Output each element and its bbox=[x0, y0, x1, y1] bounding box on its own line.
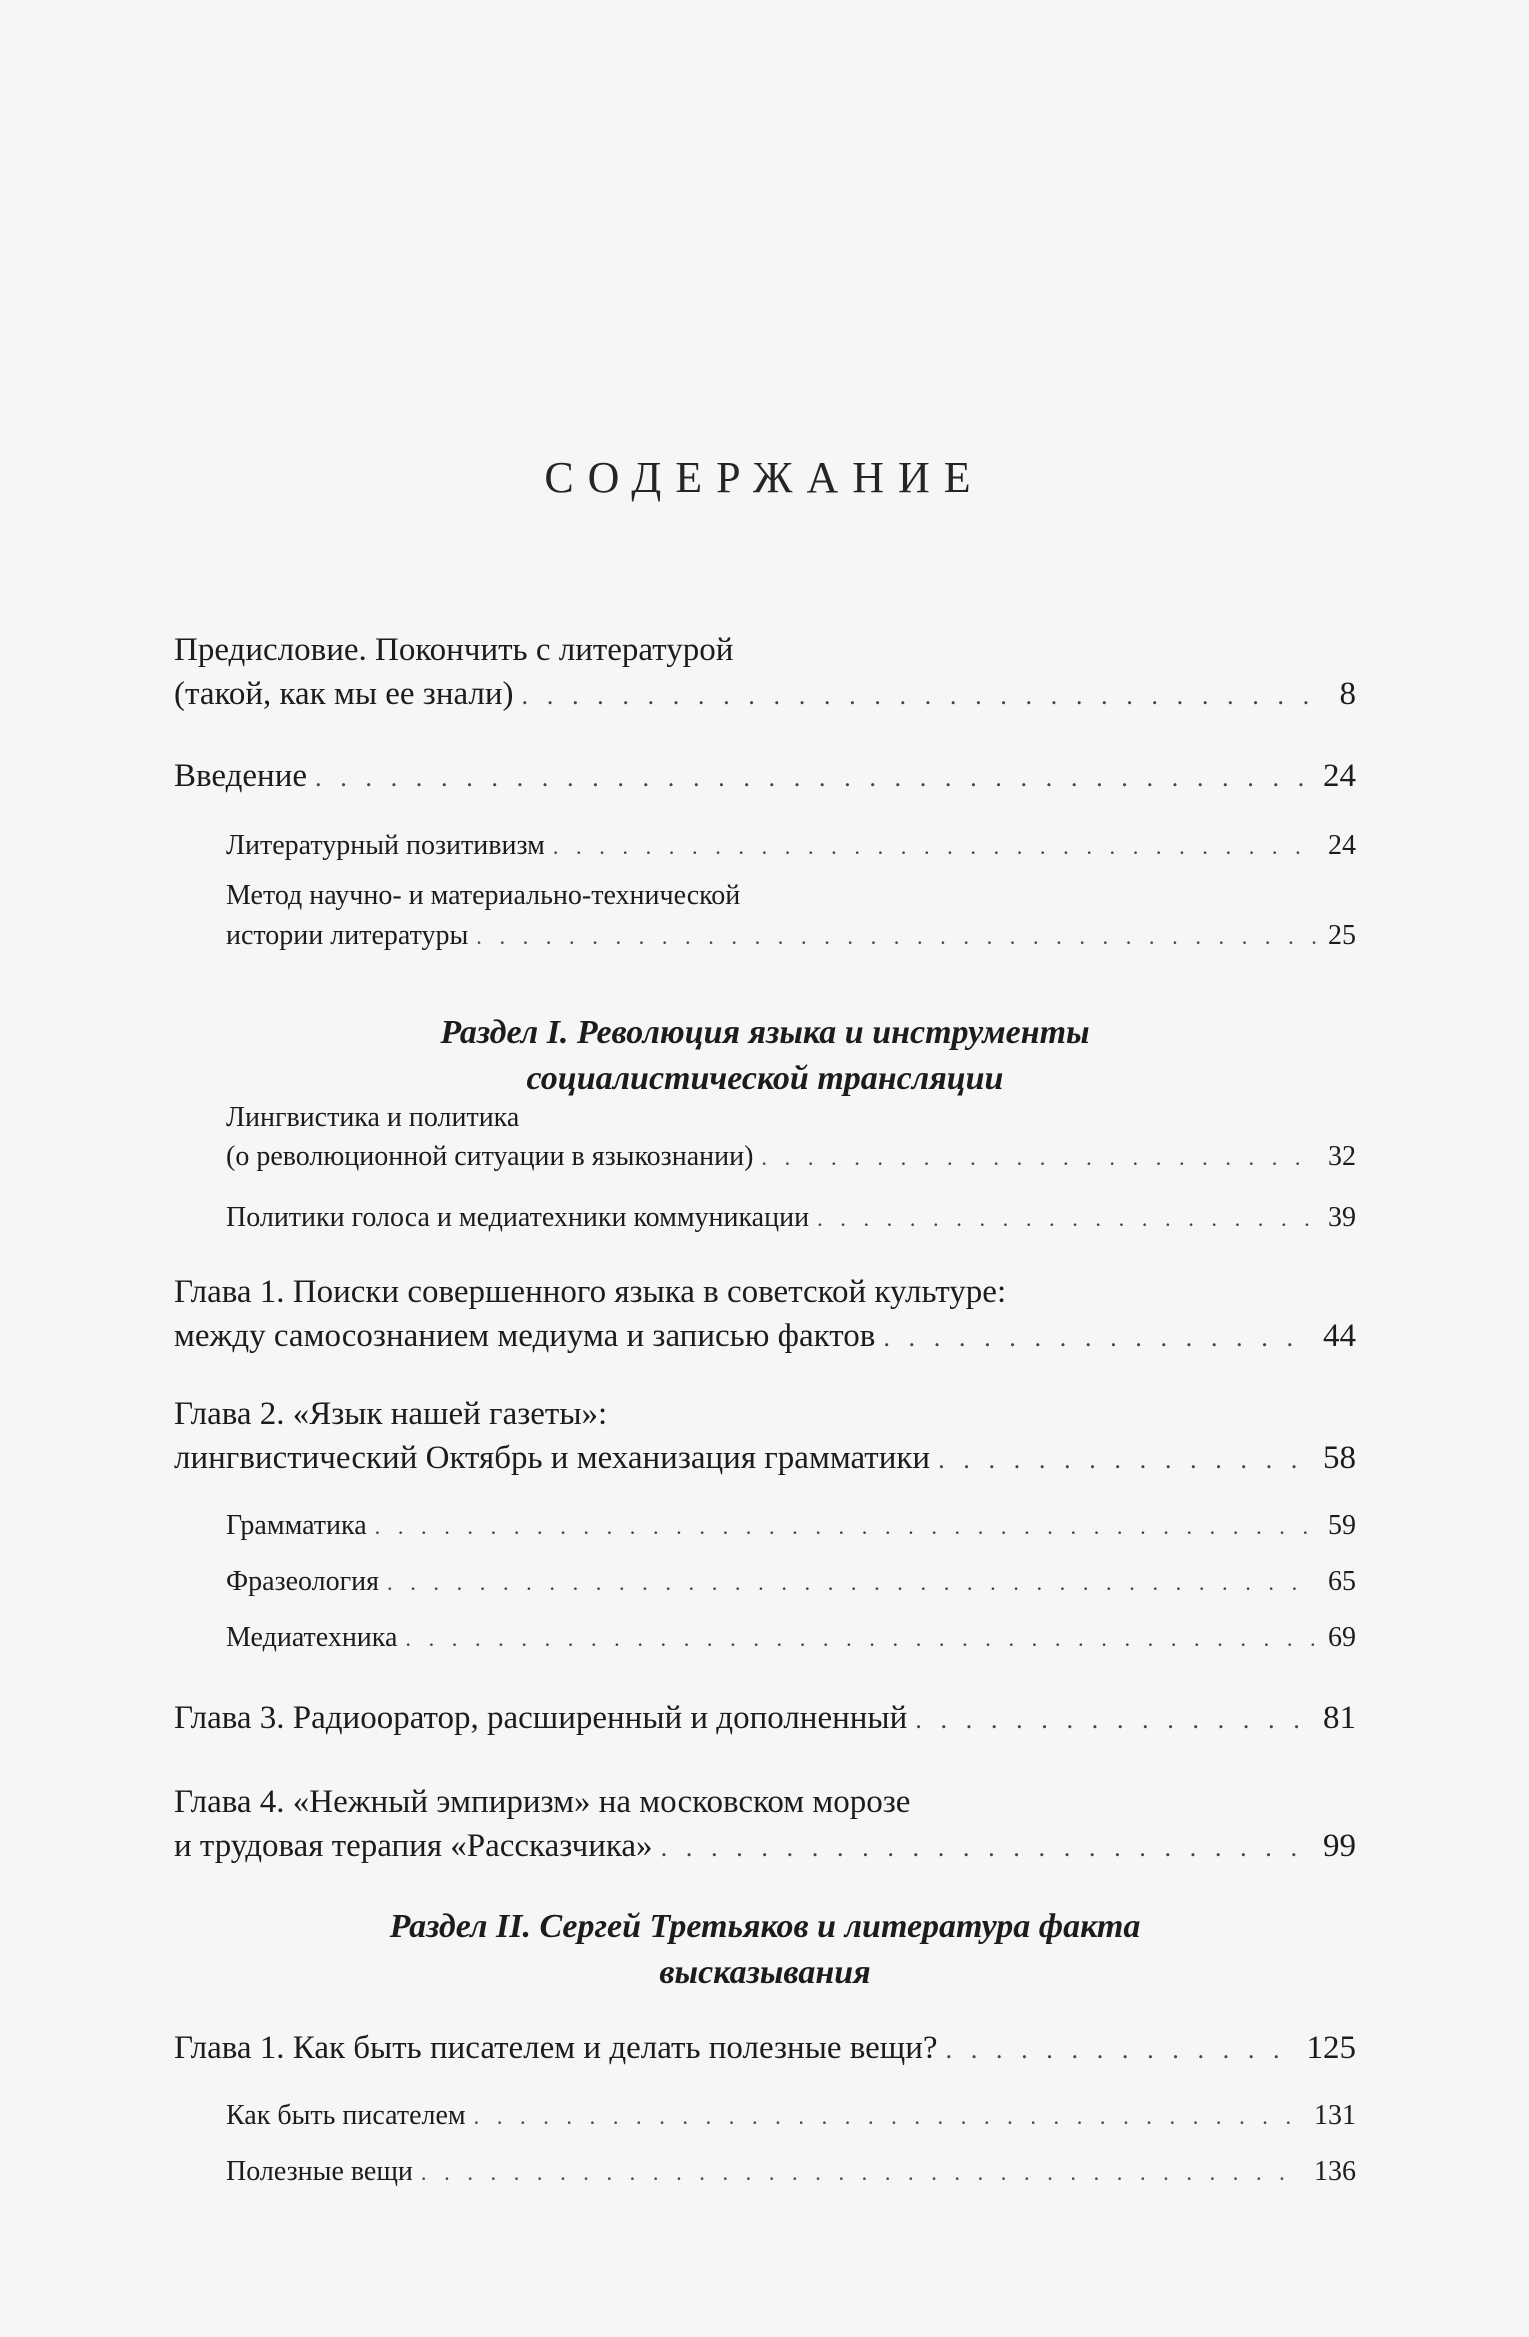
page-number: 32 bbox=[1328, 1141, 1356, 1172]
toc-subentry-useful-things[interactable] bbox=[226, 2152, 1356, 2193]
entry-text: Глава 1. Как быть писателем и делать полезные вещи? bbox=[174, 2030, 938, 2066]
dot-leader bbox=[761, 1137, 1316, 1179]
section-heading-part-2: Раздел II. Сергей Третьяков и литература факта высказывания bbox=[389, 1908, 1141, 1991]
dot-leader bbox=[553, 827, 1316, 867]
toc-entry-introduction[interactable] bbox=[174, 754, 1356, 799]
page-number: 99 bbox=[1323, 1828, 1356, 1864]
entry-text: Медиатехника bbox=[226, 1622, 398, 1653]
entry-text: Фразеология bbox=[226, 1566, 379, 1597]
page-number: 44 bbox=[1323, 1318, 1356, 1354]
dot-leader bbox=[661, 1825, 1313, 1869]
toc-subentry-voice-politics[interactable] bbox=[226, 1198, 1356, 1239]
page-number: 81 bbox=[1323, 1700, 1356, 1736]
dot-leader bbox=[375, 1507, 1316, 1547]
entry-text: Политики голоса и медиатехники коммуникации bbox=[226, 1202, 810, 1233]
entry-text: Глава 3. Радиооратор, расширенный и дополненный bbox=[174, 1700, 908, 1736]
page-number: 8 bbox=[1339, 676, 1356, 712]
entry-text: Грамматика bbox=[226, 1510, 367, 1541]
page-number: 24 bbox=[1328, 830, 1356, 861]
page-number: 136 bbox=[1314, 2156, 1356, 2187]
dot-leader bbox=[476, 917, 1316, 957]
page-number: 25 bbox=[1328, 920, 1356, 951]
toc-subentry-mediatechnics[interactable] bbox=[226, 1618, 1356, 1659]
toc-subentry-grammar[interactable] bbox=[226, 1506, 1356, 1547]
toc-entry-chapter-1[interactable] bbox=[174, 1270, 1356, 1359]
toc-entry-chapter-2[interactable] bbox=[174, 1392, 1356, 1481]
entry-text: Глава 2. «Язык нашей газеты»: bbox=[174, 1396, 608, 1432]
toc-entry-chapter-4[interactable] bbox=[174, 1780, 1356, 1869]
dot-leader bbox=[938, 1437, 1313, 1481]
entry-text: Введение bbox=[174, 758, 308, 794]
page-title: СОДЕРЖАНИЕ bbox=[544, 453, 985, 502]
dot-leader bbox=[946, 2027, 1297, 2071]
toc-subentry-literary-positivism[interactable] bbox=[226, 826, 1356, 867]
entry-text: и трудовая терапия «Рассказчика» bbox=[174, 1828, 653, 1864]
toc-entry-chapter-3[interactable] bbox=[174, 1696, 1356, 1741]
toc-subentry-method[interactable] bbox=[226, 876, 1356, 957]
entry-text: между самосознанием медиума и записью фактов bbox=[174, 1318, 876, 1354]
entry-text: Метод научно- и материально-технической bbox=[226, 880, 741, 911]
dot-leader bbox=[421, 2153, 1304, 2193]
toc-subentry-linguistics-politics[interactable] bbox=[226, 1100, 1356, 1179]
dot-leader bbox=[387, 1563, 1316, 1603]
page-number: 59 bbox=[1328, 1510, 1356, 1541]
page-number: 131 bbox=[1314, 2100, 1356, 2131]
entry-text: Глава 1. Поиски совершенного языка в советской культуре: bbox=[174, 1274, 1007, 1310]
entry-text: Глава 4. «Нежный эмпиризм» на московском морозе bbox=[174, 1784, 911, 1820]
page-number: 24 bbox=[1323, 758, 1356, 794]
dot-leader bbox=[522, 673, 1316, 717]
section-heading-part-1: Раздел I. Революция языка и инструменты социалистической трансляции bbox=[440, 1014, 1090, 1097]
entry-text: истории литературы bbox=[226, 920, 469, 951]
entry-text: (о революционной ситуации в языкознании) bbox=[226, 1141, 754, 1172]
entry-text: (такой, как мы ее знали) bbox=[174, 676, 514, 712]
page-number: 58 bbox=[1323, 1440, 1356, 1476]
entry-text: Как быть писателем bbox=[226, 2100, 466, 2131]
page-number: 69 bbox=[1328, 1622, 1356, 1653]
page-number: 39 bbox=[1328, 1202, 1356, 1233]
toc-subentry-how-to-be-writer[interactable] bbox=[226, 2096, 1356, 2137]
entry-text: Литературный позитивизм bbox=[226, 830, 545, 861]
toc-entry-part2-chapter-1[interactable] bbox=[174, 2026, 1356, 2071]
dot-leader bbox=[915, 1697, 1313, 1741]
dot-leader bbox=[315, 755, 1313, 799]
entry-text: Лингвистика и политика bbox=[226, 1102, 520, 1133]
dot-leader bbox=[883, 1315, 1313, 1359]
dot-leader bbox=[474, 2097, 1304, 2137]
page-number: 125 bbox=[1306, 2030, 1356, 2066]
toc-subentry-phraseology[interactable] bbox=[226, 1562, 1356, 1603]
entry-text: Полезные вещи bbox=[226, 2156, 413, 2187]
page-number: 65 bbox=[1328, 1566, 1356, 1597]
dot-leader bbox=[405, 1619, 1316, 1659]
toc-entry-preface[interactable] bbox=[174, 628, 1356, 717]
dot-leader bbox=[817, 1199, 1316, 1239]
entry-text: лингвистический Октябрь и механизация грамматики bbox=[174, 1440, 931, 1476]
entry-text: Предисловие. Покончить с литературой bbox=[174, 632, 734, 668]
